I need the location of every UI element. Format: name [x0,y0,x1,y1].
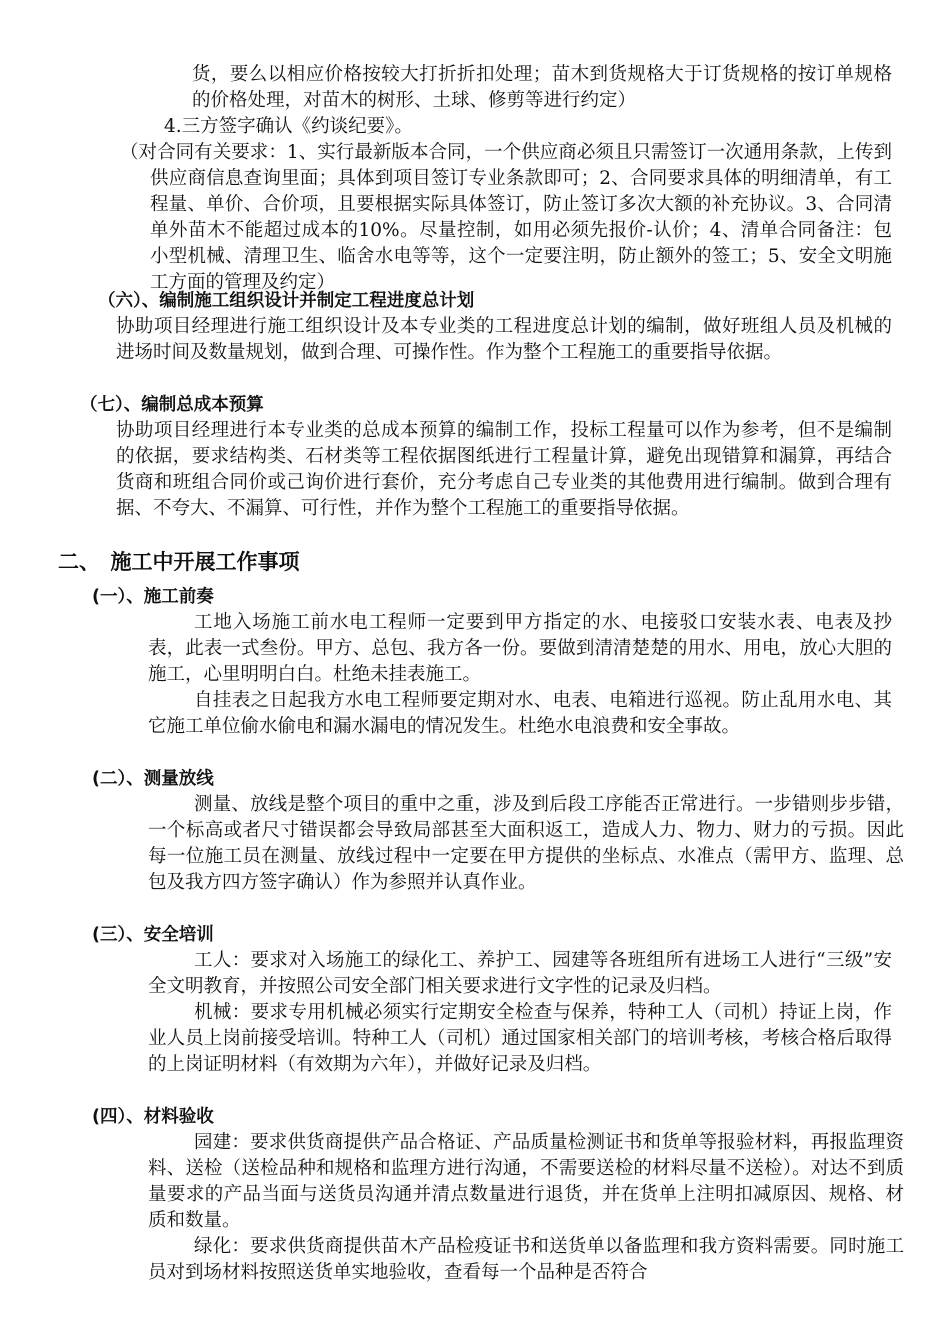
subsection-heading: (一）、施工前奏 [92,587,214,607]
section-6 [98,288,898,314]
subsection-heading: (四）、材料验收 [92,1107,214,1127]
paragraph-text: （对合同有关要求：1、实行最新版本合同，一个供应商必须且只需签订一次通用条款，上传到供应商信息查询里面；具体到项目签订专业条款即可；2、合同要求具体的明细清单，有工程量、单价、合价项，且要根据实际具体签订，防止签订多次大额的补充协议。3、合同清单外苗木不能超过成本的10%。尽量控制，如用必须先报价-认价；4、清单合同备注：包小型机械、清理卫生、临舍水电等等，这个一定要注明，防止额外的签工；5、安全文明施工方面的管理及约定） [120,142,892,293]
chapter-2 [58,547,878,577]
paragraph-text: 工人：要求对入场施工的绿化工、养护工、园建等各班组所有进场工人进行“三级”安全文明教育，并按照公司安全部门相关要求进行文字性的记录及归档。 [148,950,892,997]
subsection-1-body [148,610,892,740]
subsection-3-body [148,948,892,1078]
paragraph-text: 工地入场施工前水电工程师一定要到甲方指定的水、电接驳口安装水表、电表及抄表，此表一式叁份。甲方、总包、我方各一份。要做到清清楚楚的用水、用电，放心大胆的施工，心里明明白白。杜绝未挂表施工。 [148,612,892,685]
subsection-heading: (三）、安全培训 [92,925,214,945]
section-6-body [112,314,892,366]
chapter-heading: 二、 施工中开展工作事项 [58,550,300,574]
section-heading: （六）、编制施工组织设计并制定工程进度总计划 [98,291,475,311]
contract-requirements [120,140,892,296]
subsection-4-body [148,1130,904,1286]
paragraph-text: 货，要么以相应价格按较大打折折扣处理；苗木到货规格大于订货规格的按订单规格的价格处理，对苗木的树形、土球、修剪等进行约定） [192,64,892,111]
continued-paragraph [192,62,892,114]
subsection-4 [92,1104,892,1130]
subsection-2 [92,766,892,792]
item-4 [164,114,892,140]
paragraph-text: 机械：要求专用机械必须实行定期安全检查与保养，特种工人（司机）持证上岗，作业人员上岗前接受培训。特种工人（司机）通过国家相关部门的培训考核，考核合格后取得的上岗证明材料（有效期为六年），并做好记录及归档。 [148,1002,892,1075]
subsection-heading: (二）、测量放线 [92,769,214,789]
subsection-2-body [148,792,904,896]
paragraph-text: 协助项目经理进行本专业类的总成本预算的编制工作，投标工程量可以作为参考，但不是编制的依据，要求结构类、石材类等工程依据图纸进行工程量计算，避免出现错算和漏算，再结合货商和班组合同价或己询价进行套价，充分考虑自己专业类的其他费用进行编制。做到合理有据、不夸大、不漏算、可行性，并作为整个工程施工的重要指导依据。 [116,420,892,519]
paragraph-text: 4.三方签字确认《约谈纪要》。 [164,116,413,137]
paragraph-text: 自挂表之日起我方水电工程师要定期对水、电表、电箱进行巡视。防止乱用水电、其它施工单位偷水偷电和漏水漏电的情况发生。杜绝水电浪费和安全事故。 [148,690,892,737]
paragraph-text: 园建：要求供货商提供产品合格证、产品质量检测证书和货单等报验材料，再报监理资料、送检（送检品种和规格和监理方进行沟通，不需要送检的材料尽量不送检）。对达不到质量要求的产品当面与送货员沟通并清点数量进行退货，并在货单上注明扣减原因、规格、材质和数量。 [148,1132,904,1231]
paragraph-text: 协助项目经理进行施工组织设计及本专业类的工程进度总计划的编制，做好班组人员及机械的进场时间及数量规划，做到合理、可操作性。作为整个工程施工的重要指导依据。 [116,316,892,363]
subsection-1 [92,584,892,610]
section-heading: （七）、编制总成本预算 [80,395,264,415]
section-7 [80,392,880,418]
subsection-3 [92,922,892,948]
paragraph-text: 绿化：要求供货商提供苗木产品检疫证书和送货单以备监理和我方资料需要。同时施工员对到场材料按照送货单实地验收，查看每一个品种是否符合 [148,1236,904,1283]
section-7-body [112,418,892,522]
paragraph-text: 测量、放线是整个项目的重中之重，涉及到后段工序能否正常进行。一步错则步步错，一个标高或者尺寸错误都会导致局部甚至大面积返工，造成人力、物力、财力的亏损。因此每一位施工员在测量、放线过程中一定要在甲方提供的坐标点、水准点（需甲方、监理、总包及我方四方签字确认）作为参照并认真作业。 [148,794,904,893]
